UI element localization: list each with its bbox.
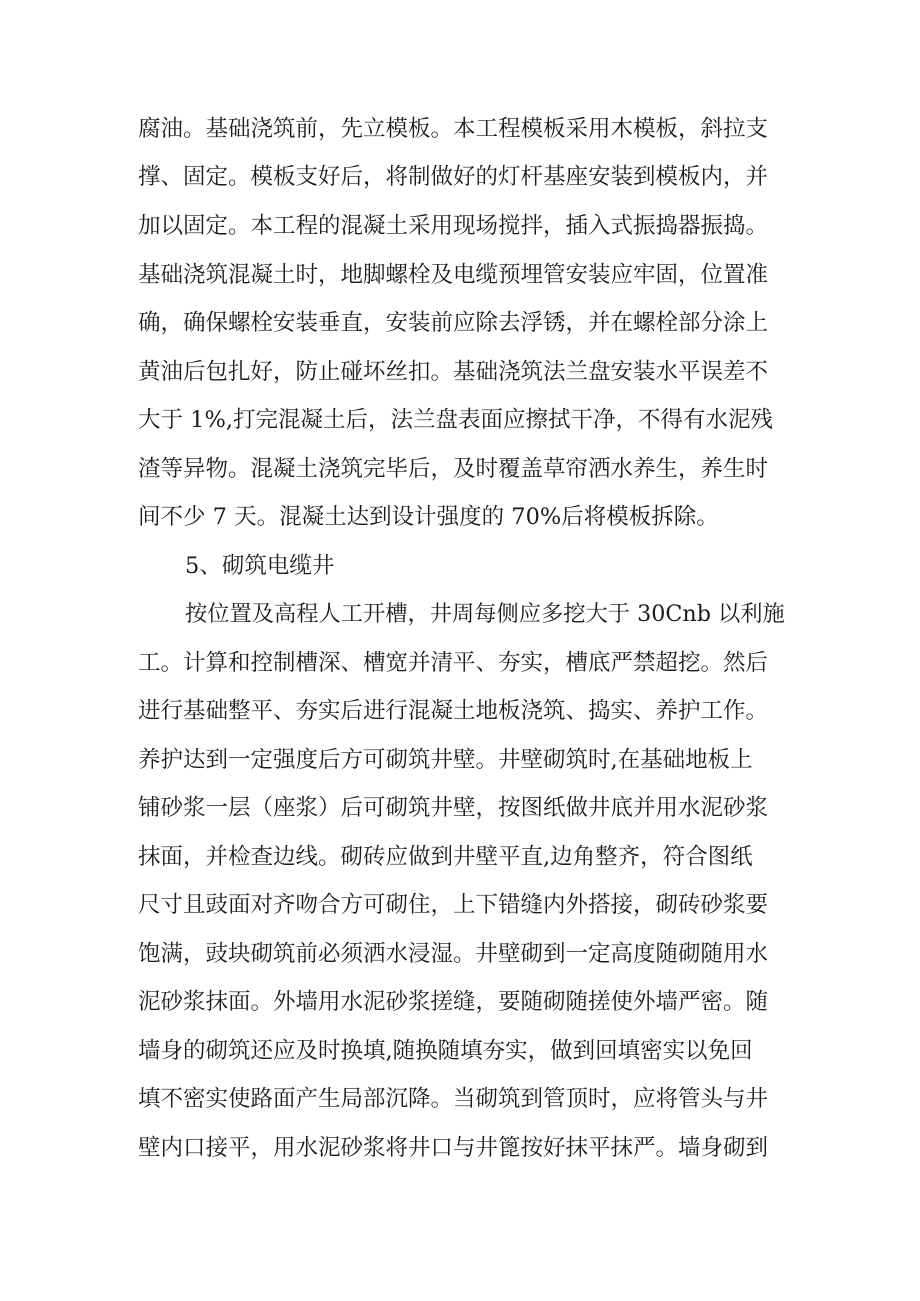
paragraph-line: 黄油后包扎好，防止碰坏丝扣。基础浇筑法兰盘安装水平误差不	[138, 359, 769, 385]
paragraph-line: 饱满，豉块砌筑前必须洒水浸湿。井壁砌到一定高度随砌随用水	[138, 941, 769, 967]
paragraph-line: 间不少 7 天。混凝土达到设计强度的 70%后将模板拆除。	[138, 504, 719, 530]
paragraph-line: 基础浇筑混凝土时，地脚螺栓及电缆预埋管安装应牢固，位置准	[138, 262, 769, 288]
paragraph-line: 按位置及高程人工开槽，井周每侧应多挖大于 30Cnb 以利施	[185, 601, 785, 627]
paragraph-line: 工。计算和控制槽深、槽宽并清平、夯实，槽底严禁超挖。然后	[138, 650, 769, 676]
paragraph-line: 渣等异物。混凝土浇筑完毕后，及时覆盖草帘洒水养生，养生时	[138, 456, 769, 482]
paragraph-line: 加以固定。本工程的混凝土采用现场搅拌，插入式振捣器振捣。	[138, 213, 769, 239]
paragraph-line: 壁内口接平，用水泥砂浆将井口与井篦按好抹平抹严。墙身砌到	[138, 1135, 769, 1161]
paragraph-line: 填不密实使路面产生局部沉降。当砌筑到管顶时，应将管头与井	[138, 1086, 769, 1112]
paragraph-line: 养护达到一定强度后方可砌筑井壁。井壁砌筑时,在基础地板上	[138, 747, 753, 773]
paragraph-line: 铺砂浆一层（座浆）后可砌筑井壁，按图纸做井底并用水泥砂浆	[138, 795, 769, 821]
paragraph-line: 确，确保螺栓安装垂直，安装前应除去浮锈，并在螺栓部分涂上	[138, 310, 769, 336]
paragraph-line: 尺寸且豉面对齐吻合方可砌住，上下错缝内外搭接，砌砖砂浆要	[138, 892, 769, 918]
paragraph-line: 墙身的砌筑还应及时换填,随换随填夯实，做到回填密实以免回	[138, 1038, 753, 1064]
paragraph-line: 抹面，并检查边线。砌砖应做到井壁平直,边角整齐，符合图纸	[138, 844, 753, 870]
section-heading: 5、砌筑电缆井	[185, 553, 335, 579]
paragraph-line: 腐油。基础浇筑前，先立模板。本工程模板采用木模板，斜拉支	[138, 116, 769, 142]
paragraph-line: 进行基础整平、夯实后进行混凝土地板浇筑、捣实、养护工作。	[138, 698, 769, 724]
paragraph-line: 大于 1%,打完混凝土后，法兰盘表面应擦拭干净，不得有水泥残	[138, 407, 773, 433]
paragraph-line: 撑、固定。模板支好后，将制做好的灯杆基座安装到模板内，并	[138, 164, 769, 190]
paragraph-line: 泥砂浆抹面。外墙用水泥砂浆搓缝，要随砌随搓使外墙严密。随	[138, 989, 769, 1015]
